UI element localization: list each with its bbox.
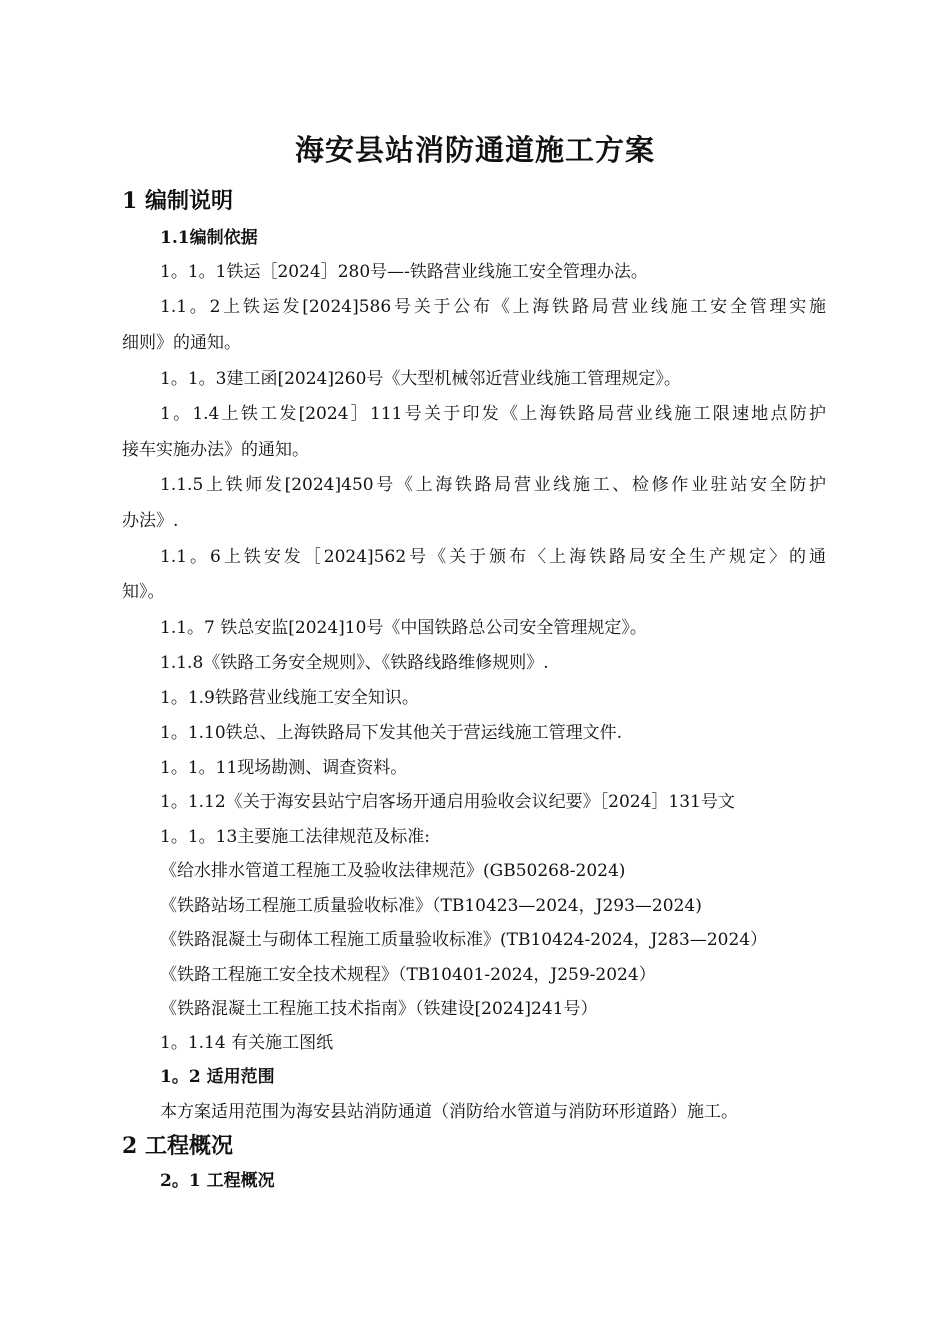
basis-line: 1。1.4上铁工发[2024］111号关于印发《上海铁路局营业线施工限速地点防护 <box>160 404 826 424</box>
basis-line: 1.1.5上铁师发[2024]450号《上海铁路局营业线施工、检修作业驻站安全防护 <box>160 475 826 495</box>
basis-line: 1。1.12《关于海安县站宁启客场开通启用验收会议纪要》［2024］131号文 <box>160 792 735 812</box>
basis-line: 办法》. <box>122 511 179 531</box>
section-1-2-heading: 1。2 适用范围 <box>160 1067 275 1087</box>
basis-line: 1。1.14 有关施工图纸 <box>160 1033 334 1053</box>
document-title: 海安县站消防通道施工方案 <box>294 133 655 167</box>
basis-line: 1。1.10铁总、上海铁路局下发其他关于营运线施工管理文件. <box>160 723 623 743</box>
basis-line: 1.1。6上铁安发［2024]562号《关于颁布〈上海铁路局安全生产规定〉的通 <box>160 547 826 567</box>
basis-line: 1.1。7 铁总安监[2024]10号《中国铁路总公司安全管理规定》。 <box>160 618 647 638</box>
basis-line: 1.1.8《铁路工务安全规则》、《铁路线路维修规则》. <box>160 653 549 673</box>
standard-line: 《铁路站场工程施工质量验收标准》（TB10423—2024，J293—2024) <box>160 896 702 916</box>
basis-line: 1.1。2上铁运发[2024]586号关于公布《上海铁路局营业线施工安全管理实施 <box>160 297 826 317</box>
basis-line: 1。1。11现场勘测、调查资料。 <box>160 758 408 778</box>
basis-line: 1。1。1铁运［2024］280号—-铁路营业线施工安全管理办法。 <box>160 262 648 282</box>
basis-line: 知》。 <box>122 582 165 602</box>
standard-line: 《铁路工程施工安全技术规程》（TB10401-2024，J259-2024） <box>160 965 656 985</box>
basis-line: 1。1.9铁路营业线施工安全知识。 <box>160 688 419 708</box>
section-1-1-heading: 1.1编制依据 <box>160 228 258 248</box>
standard-line: 《给水排水管道工程施工及验收法律规范》(GB50268-2024) <box>160 861 626 881</box>
section-2-1-heading: 2。1 工程概况 <box>160 1171 275 1191</box>
basis-line: 1。1。13主要施工法律规范及标准: <box>160 827 430 847</box>
scope-text: 本方案适用范围为海安县站消防通道（消防给水管道与消防环形道路）施工。 <box>160 1102 738 1122</box>
section-2-heading: 2 工程概况 <box>122 1133 233 1159</box>
section-1-heading: 1 编制说明 <box>122 188 233 214</box>
basis-line: 细则》的通知。 <box>122 333 241 353</box>
basis-line: 接车实施办法》的通知。 <box>122 440 309 460</box>
standard-line: 《铁路混凝土工程施工技术指南》（铁建设[2024]241号） <box>160 999 598 1019</box>
basis-line: 1。1。3建工函[2024]260号《大型机械邻近营业线施工管理规定》。 <box>160 369 681 389</box>
standard-line: 《铁路混凝土与砌体工程施工质量验收标准》(TB10424-2024，J283—2024） <box>160 930 768 950</box>
